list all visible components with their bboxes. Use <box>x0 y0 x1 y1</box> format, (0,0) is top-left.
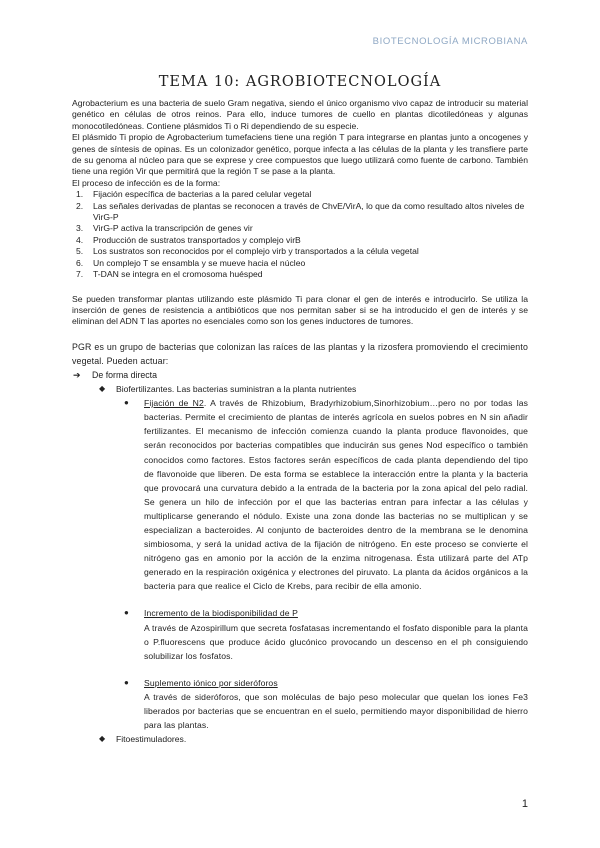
direct-action-item: ➔ De forma directa <box>73 370 158 381</box>
list-item: 7. T-DAN se integra en el cromosoma huésped <box>76 269 263 280</box>
transform-paragraph: Se pueden transformar plantas utilizando este plásmido Ti para clonar el gen de interés e introducirlo. Se utiliza la inserción de genes de resistencia a antibióticos que nos permitan saber si se ha introducido el gen de interés y se eliminan del ADN T las aportes no esenciales como son los genes inductores de tumores. <box>72 293 528 327</box>
dot-bullet-icon: ● <box>124 677 129 687</box>
siderophore-title: Suplemento iónico por sideróforos <box>144 677 278 688</box>
page-number: 1 <box>521 798 528 810</box>
intro-paragraph-3: El proceso de infección es de la forma: <box>72 177 221 188</box>
diamond-bullet-icon: ◆ <box>99 384 106 394</box>
intro-paragraph-1: Agrobacterium es una bacteria de suelo Gram negativa, siendo el único organismo vivo capaz de introducir su material genético en células de otros reinos. Para ello, induce tumores de cuello en plantas dicotiledóneas y algunas monocotiledóneas. Contiene plásmidos Ti o Ri dependiendo de su especie. <box>72 98 528 131</box>
phosphorus-title: Incremento de la biodisponibilidad de P <box>144 608 298 619</box>
arrow-bullet-icon: ➔ <box>73 370 81 381</box>
list-item: 2. Las señales derivadas de plantas se reconocen a través de ChvE/VirA, lo que da como resultado altos niveles de VirG-P <box>76 200 525 223</box>
running-header: BIOTECNOLOGÍA MICROBIANA <box>372 36 528 47</box>
list-item: 3. VirG-P activa la transcripción de genes vir <box>76 223 253 234</box>
list-item: 1. Fijación específica de bacterias a la pared celular vegetal <box>76 189 312 200</box>
nitrogen-fixation-title: Fijación de N2 <box>144 398 204 409</box>
list-item: 6. Un complejo T se ensambla y se mueve hacia el núcleo <box>76 257 306 268</box>
intro-paragraph-2: El plásmido Ti propio de Agrobacterium tumefaciens tiene una región T para integrarse en plantas junto a oncogenes y genes de síntesis de opinas. Es un colonizador genético, porque infecta a las células de la planta y les transfiere parte de su genoma al núcleo para que se exprese y cree compuestos que luego utilizará como fuente de carbono. También tiene una región Vir que permitirá que la región T se pase a la planta. <box>72 132 528 177</box>
phosphorus-item: ● Incremento de la biodisponibilidad de P A través de Azospirillum que secreta fosfatasas incrementando el fosfato disponible para la planta o P.fluorescens que produce ácido glucónico provocando un descenso en el ph consiguiendo solubilizar los fosfatos. <box>124 608 528 661</box>
biofertilizer-item: ◆ Biofertilizantes. Las bacterias suministran a la planta nutrientes <box>99 384 357 395</box>
phytostimulator-item: ◆ Fitoestimuladores. <box>99 734 187 745</box>
pgr-paragraph: PGR es un grupo de bacterias que colonizan las raíces de las plantas y la rizosfera promoviendo el crecimiento vegetal. Pueden actuar: <box>72 341 528 366</box>
siderophore-item: ● Suplemento iónico por sideróforos A través de sideróforos, que son moléculas de bajo peso molecular que quelan los iones Fe3 liberados por bacterias que se encuentran en el suelo, permitiendo mayor disponibilidad de hierro para las plantas. <box>124 677 528 731</box>
list-item: 4. Producción de sustratos transportados y complejo virB <box>76 234 301 245</box>
page-title: TEMA 10: AGROBIOTECNOLOGÍA <box>158 74 442 90</box>
nitrogen-fixation-item: ● Fijación de N2. A través de Rhizobium, Bradyrhizobium,Sinorhizobium…pero no por todas las bacterias. Permite el crecimiento de plantas de interés agrícola en suelos pobres en N sin añadir fertilizantes. El mecanismo de infección comienza cuando la planta produce flavonoides, que serán reconocidos por bacterias compatibles que inducirán sus genes Nod específico o también conocidos como factores. Estos factores serán específicos de cada planta dependiendo del tipo de flavonoide que liberen. De esta forma se establece la interacción entre la planta y la bacteria que provocará una curvatura debido a la entrada de la bacteria por la zona apical del pelo radial. Se genera un hilo de infección por el que las bacterias entran para infectar a las células y multiplicarse generando el nódulo. Existe una zona donde las bacterias no se multiplican y se especializan a bacteroides. Al conjunto de bacteroides dentro de la membrana se le denomina simbiosoma, y será la unidad activa de la fijación de nitrógeno. En este proceso se convierte el nitrógeno gas en amonio por la acción de la enzima nitrogenasa. Ésta utilizará parte del ATp generado en la respiración oxigénica y electrones del piruvato. La planta da ácidos orgánicos a la bacteria para que realice el Ciclo de Krebs, para recibir de ella amonio. <box>124 398 528 592</box>
infection-steps-list <box>72 189 528 280</box>
dot-bullet-icon: ● <box>124 608 129 618</box>
document-body <box>72 98 528 746</box>
dot-bullet-icon: ● <box>124 398 129 408</box>
list-item: 5. Los sustratos son reconocidos por el complejo virb y transportados a la célula vegetal <box>76 246 419 257</box>
diamond-bullet-icon: ◆ <box>99 734 106 744</box>
